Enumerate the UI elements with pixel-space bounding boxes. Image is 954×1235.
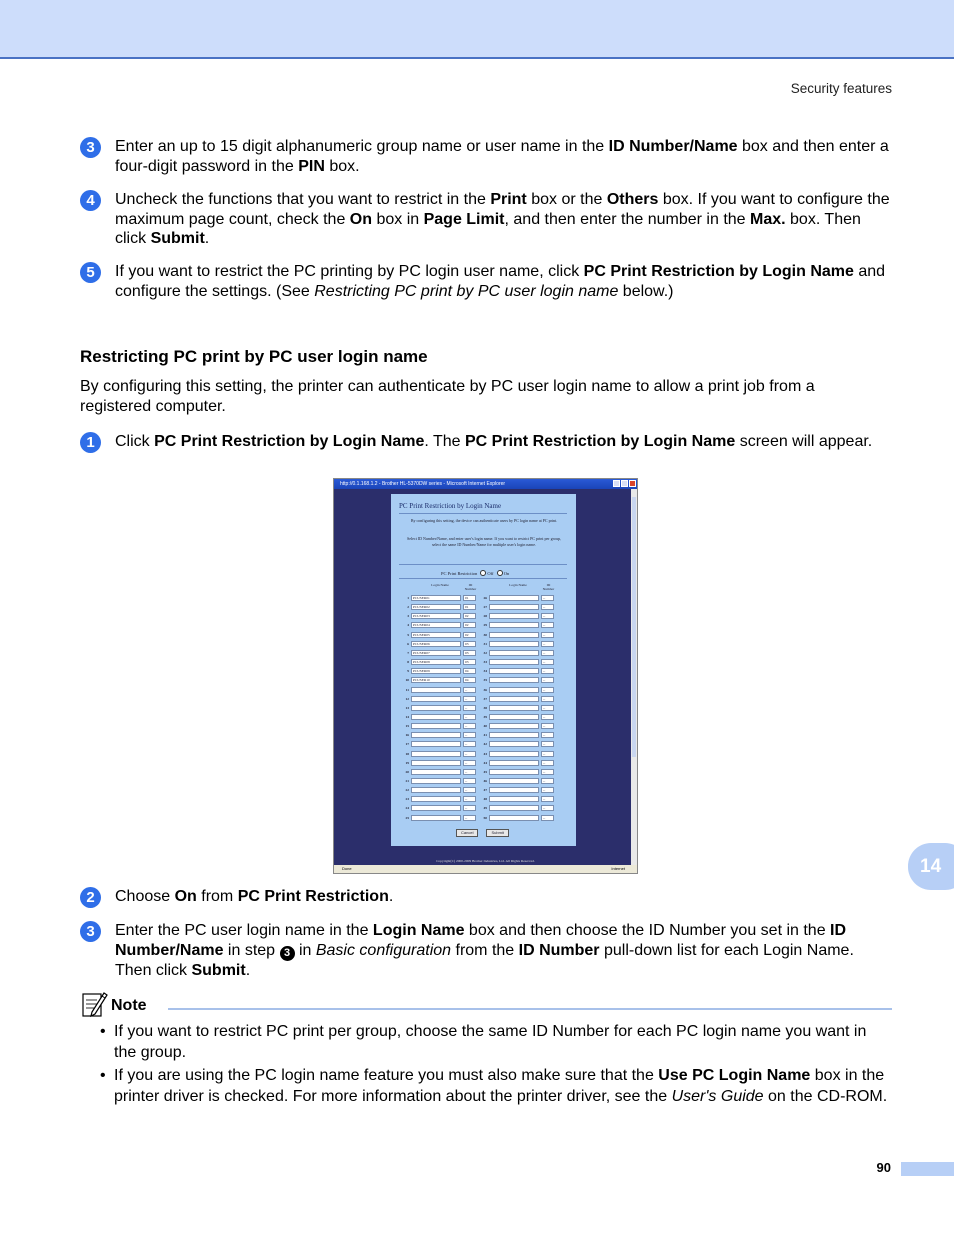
id-number-select: 03 [463, 650, 476, 656]
restriction-panel [391, 494, 576, 846]
id-number-select: -- [541, 677, 554, 683]
row-index: 4 [407, 623, 409, 628]
table-row [401, 603, 481, 611]
page-bar [901, 1162, 954, 1176]
intro-paragraph: By configuring this setting, the printer can authenticate by PC user login name to allow a print job from a registered computer. [80, 378, 815, 415]
step-text: Uncheck the functions that you want to restrict in the Print box or the Others box. If you want to configure the maximum page count, check the On box in Page Limit, and then enter the number in the Max. box. Then click Submit. [115, 191, 890, 247]
col-login-left: Login Name [431, 583, 449, 587]
row-index: 20 [405, 769, 409, 774]
table-row [401, 814, 481, 822]
login-name-field [411, 787, 461, 793]
table-row [479, 750, 559, 758]
login-name-field: PCUSER03 [411, 613, 461, 619]
window-title: http://0.1.168.1.2 - Brother HL-5370DW series - Microsoft Internet Explorer [334, 479, 637, 489]
section-heading: Restricting PC print by PC user login name [80, 347, 428, 366]
page-number: 90 [876, 1160, 891, 1175]
id-number-select: -- [463, 815, 476, 821]
id-number-select: -- [541, 796, 554, 802]
row-index: 47 [483, 788, 487, 793]
table-row [401, 759, 481, 767]
table-row [479, 612, 559, 620]
table-row [401, 722, 481, 730]
id-number-select: -- [541, 787, 554, 793]
table-row [479, 695, 559, 703]
minimize-icon [613, 480, 620, 487]
id-number-select: -- [541, 668, 554, 674]
login-name-field [489, 696, 539, 702]
id-number-select: -- [463, 805, 476, 811]
id-number-select: 02 [463, 622, 476, 628]
table-row [401, 649, 481, 657]
row-index: 19 [405, 760, 409, 765]
table-row [479, 795, 559, 803]
step-number-icon: 3 [80, 137, 101, 158]
step-item [80, 190, 892, 249]
step-item [80, 921, 892, 980]
row-index: 23 [405, 797, 409, 802]
login-name-field [411, 805, 461, 811]
login-name-field [411, 696, 461, 702]
row-index: 1 [407, 596, 409, 600]
copyright-text: Copyright(C) 2000-2009 Brother Industries, Ltd. All Rights Reserved. [436, 859, 535, 863]
table-row [401, 777, 481, 785]
id-number-select: -- [541, 641, 554, 647]
row-index: 34 [483, 669, 487, 674]
id-number-select: -- [463, 741, 476, 747]
login-name-field [489, 604, 539, 610]
login-name-field [489, 778, 539, 784]
row-index: 11 [405, 687, 409, 692]
note-bullet [100, 1066, 892, 1107]
login-name-field: PCUSER09 [411, 668, 461, 674]
step-number-icon: 1 [80, 432, 101, 453]
table-row [401, 713, 481, 721]
chapter-tab: 14 [908, 843, 954, 890]
table-row [401, 795, 481, 803]
row-index: 21 [405, 779, 409, 783]
login-name-field: PCUSER06 [411, 641, 461, 647]
note-bullet-text: If you are using the PC login name feature you must also make sure that the Use PC Login Name box in the printer driver is checked. For more information about the printer driver, see the User's Guide on the CD-ROM. [114, 1067, 888, 1105]
radio-on [497, 570, 503, 576]
row-index: 10 [405, 678, 409, 683]
row-index: 2 [407, 605, 409, 610]
login-name-field: PCUSER01 [411, 595, 461, 601]
note-rule [168, 1008, 892, 1010]
table-row [401, 695, 481, 703]
login-name-field [411, 760, 461, 766]
id-number-select: 01 [463, 595, 476, 601]
step-text: Enter the PC user login name in the Login Name box and then choose the ID Number you set in the ID Number/Name in step 3 in Basic configuration from the ID Number pull-down list for each Login Name. Then click Submit. [115, 922, 854, 979]
bullet-icon: • [100, 1067, 106, 1084]
browser-screenshot [333, 478, 638, 874]
panel-desc-1: By configuring this setting, the device can authenticate users by PC login name at PC print. [410, 518, 558, 523]
login-name-field [411, 815, 461, 821]
window-controls [613, 480, 636, 487]
id-number-select: 01 [463, 604, 476, 610]
id-number-select: -- [541, 805, 554, 811]
login-name-field [411, 769, 461, 775]
login-name-field [489, 650, 539, 656]
id-number-select: -- [541, 595, 554, 601]
login-name-field [489, 659, 539, 665]
note-bullet [100, 1022, 892, 1063]
table-row [401, 731, 481, 739]
login-name-field: PCUSER02 [411, 604, 461, 610]
cancel-button: Cancel [456, 829, 478, 837]
login-name-field [411, 751, 461, 757]
id-number-select: -- [541, 696, 554, 702]
table-row [401, 631, 481, 639]
id-number-select: -- [463, 714, 476, 720]
table-row [479, 740, 559, 748]
login-name-field [411, 741, 461, 747]
restriction-setting: PC Print Restriction Off On [441, 571, 510, 576]
note-pencil-icon [82, 990, 108, 1018]
login-name-field [489, 760, 539, 766]
login-name-field [489, 805, 539, 811]
table-row [479, 686, 559, 694]
divider [399, 564, 567, 565]
step-text: Click PC Print Restriction by Login Name. The PC Print Restriction by Login Name screen will appear. [115, 433, 873, 450]
step-number-icon: 5 [80, 262, 101, 283]
row-index: 36 [483, 687, 487, 692]
id-number-select: -- [541, 769, 554, 775]
divider [399, 513, 567, 514]
submit-button: Submit [486, 829, 508, 837]
table-row [401, 686, 481, 694]
id-number-select: -- [463, 760, 476, 766]
col-id-left: ID Number [464, 583, 477, 591]
id-number-select: -- [541, 751, 554, 757]
row-index: 13 [405, 705, 409, 710]
row-index: 18 [405, 751, 409, 756]
table-row [479, 814, 559, 822]
id-number-select: -- [463, 796, 476, 802]
close-icon [629, 480, 636, 487]
table-row [479, 713, 559, 721]
login-name-field [489, 705, 539, 711]
radio-off [480, 570, 486, 576]
login-name-field [489, 723, 539, 729]
id-number-select: -- [541, 687, 554, 693]
login-name-field [489, 687, 539, 693]
col-id-right: ID Number [542, 583, 555, 591]
section-label: Security features [790, 81, 892, 96]
row-index: 38 [483, 705, 487, 710]
table-row [479, 631, 559, 639]
step-item [80, 137, 892, 176]
row-index: 27 [483, 605, 487, 610]
table-row [479, 676, 559, 684]
table-row [479, 804, 559, 812]
id-number-select: -- [541, 613, 554, 619]
login-name-field [489, 595, 539, 601]
row-index: 37 [483, 696, 487, 701]
step-number-icon: 4 [80, 190, 101, 211]
login-name-field [489, 787, 539, 793]
row-index: 5 [407, 632, 409, 637]
table-row [479, 786, 559, 794]
login-name-field [489, 632, 539, 638]
row-index: 46 [483, 779, 487, 783]
row-index: 28 [483, 614, 487, 619]
table-row [479, 759, 559, 767]
step-text: Choose On from PC Print Restriction. [115, 888, 394, 905]
login-name-field: PCUSER08 [411, 659, 461, 665]
login-name-field [411, 687, 461, 693]
table-row [401, 658, 481, 666]
scrollbar [631, 489, 637, 865]
table-row [401, 676, 481, 684]
login-name-field [489, 732, 539, 738]
id-number-select: -- [463, 732, 476, 738]
login-name-field [489, 714, 539, 720]
col-login-right: Login Name [509, 583, 527, 587]
login-name-field: PCUSER10 [411, 677, 461, 683]
login-name-field: PCUSER07 [411, 650, 461, 656]
row-index: 33 [483, 660, 487, 665]
id-number-select: -- [463, 787, 476, 793]
scrollbar-thumb [632, 497, 636, 757]
row-index: 41 [483, 733, 487, 738]
table-row [479, 777, 559, 785]
login-name-field [411, 796, 461, 802]
id-number-select: -- [541, 732, 554, 738]
panel-title: PC Print Restriction by Login Name [399, 502, 502, 510]
row-index: 9 [407, 669, 409, 674]
table-row [401, 740, 481, 748]
id-number-select: 03 [463, 659, 476, 665]
row-index: 40 [483, 724, 487, 729]
table-row [479, 704, 559, 712]
login-name-field [489, 613, 539, 619]
login-name-field [489, 677, 539, 683]
table-row [401, 804, 481, 812]
row-index: 15 [405, 724, 409, 729]
id-number-select: -- [541, 659, 554, 665]
id-number-select: -- [463, 723, 476, 729]
login-name-field [411, 723, 461, 729]
step-item [80, 887, 892, 907]
maximize-icon [621, 480, 628, 487]
table-row [401, 750, 481, 758]
id-number-select: -- [541, 741, 554, 747]
row-index: 3 [407, 614, 409, 619]
row-index: 16 [405, 733, 409, 738]
row-index: 8 [407, 660, 409, 665]
table-row [479, 667, 559, 675]
row-index: 35 [483, 678, 487, 683]
login-name-field: PCUSER05 [411, 632, 461, 638]
id-number-select: -- [541, 778, 554, 784]
login-name-field [489, 815, 539, 821]
id-number-select: 03 [463, 641, 476, 647]
id-number-select: -- [541, 723, 554, 729]
id-number-select: -- [541, 714, 554, 720]
login-name-field [489, 769, 539, 775]
row-index: 31 [483, 641, 487, 646]
step-number-icon: 3 [80, 921, 101, 942]
row-index: 26 [483, 596, 487, 600]
divider [399, 578, 567, 579]
id-number-select: 04 [463, 677, 476, 683]
table-row [479, 731, 559, 739]
table-row [401, 621, 481, 629]
step-item [80, 262, 892, 301]
note-bullet-text: If you want to restrict PC print per group, choose the same ID Number for each PC login name you want in the group. [114, 1023, 867, 1061]
note-label: Note [111, 997, 147, 1014]
row-index: 12 [405, 696, 409, 701]
table-row [401, 612, 481, 620]
login-name-field [489, 741, 539, 747]
id-number-select: -- [463, 696, 476, 702]
row-index: 29 [483, 623, 487, 628]
table-row [479, 640, 559, 648]
table-row [401, 786, 481, 794]
step-text: If you want to restrict the PC printing by PC login user name, click PC Print Restriction by Login Name and configure the settings. (See Restricting PC print by PC user login name below.) [115, 263, 886, 300]
row-index: 6 [407, 641, 409, 646]
row-index: 14 [405, 714, 409, 719]
row-index: 42 [483, 742, 487, 747]
login-name-field [411, 705, 461, 711]
table-row [479, 722, 559, 730]
id-number-select: -- [541, 815, 554, 821]
id-number-select: -- [541, 705, 554, 711]
table-row [401, 667, 481, 675]
row-index: 49 [483, 806, 487, 811]
id-number-select: -- [541, 650, 554, 656]
id-number-select: -- [463, 778, 476, 784]
table-row [401, 768, 481, 776]
bullet-icon: • [100, 1023, 106, 1040]
table-row [479, 658, 559, 666]
row-index: 24 [405, 806, 409, 811]
id-number-select: -- [541, 632, 554, 638]
table-row [479, 768, 559, 776]
row-index: 45 [483, 769, 487, 774]
id-number-select: -- [463, 705, 476, 711]
login-name-field [489, 668, 539, 674]
login-name-field [411, 778, 461, 784]
row-index: 7 [407, 650, 409, 655]
step-item [80, 432, 892, 452]
id-number-select: -- [463, 687, 476, 693]
table-row [401, 594, 481, 602]
id-number-select: -- [463, 769, 476, 775]
id-number-select: 02 [463, 613, 476, 619]
table-row [479, 621, 559, 629]
note-header [82, 990, 892, 1020]
table-row [479, 594, 559, 602]
login-name-field [489, 641, 539, 647]
login-name-field: PCUSER04 [411, 622, 461, 628]
row-index: 48 [483, 797, 487, 802]
login-name-field [489, 796, 539, 802]
id-number-select: -- [541, 760, 554, 766]
table-row [479, 649, 559, 657]
row-index: 25 [405, 815, 409, 820]
id-number-select: -- [541, 604, 554, 610]
row-index: 43 [483, 751, 487, 756]
header-band [0, 0, 954, 59]
login-name-field [489, 622, 539, 628]
login-name-field [489, 751, 539, 757]
panel-desc-2: Select ID Number/Name, and enter user's login name. If you want to restrict PC print per group, select the same ID Number/Name for multiple user's login name. [407, 536, 561, 547]
table-row [401, 704, 481, 712]
row-index: 17 [405, 742, 409, 747]
login-name-field [411, 732, 461, 738]
id-number-select: 04 [463, 668, 476, 674]
row-index: 39 [483, 714, 487, 719]
form-buttons [456, 829, 509, 837]
row-index: 30 [483, 632, 487, 637]
id-number-select: 02 [463, 632, 476, 638]
login-name-field [411, 714, 461, 720]
id-number-select: -- [541, 622, 554, 628]
row-index: 50 [483, 815, 487, 820]
id-number-select: -- [463, 751, 476, 757]
row-index: 32 [483, 650, 487, 655]
row-index: 22 [405, 788, 409, 793]
table-row [401, 640, 481, 648]
row-index: 44 [483, 760, 487, 765]
status-bar: Done Internet [334, 865, 637, 873]
table-row [479, 603, 559, 611]
step-text: Enter an up to 15 digit alphanumeric group name or user name in the ID Number/Name box and then enter a four-digit password in the PIN box. [115, 138, 889, 175]
step-number-icon: 2 [80, 887, 101, 908]
